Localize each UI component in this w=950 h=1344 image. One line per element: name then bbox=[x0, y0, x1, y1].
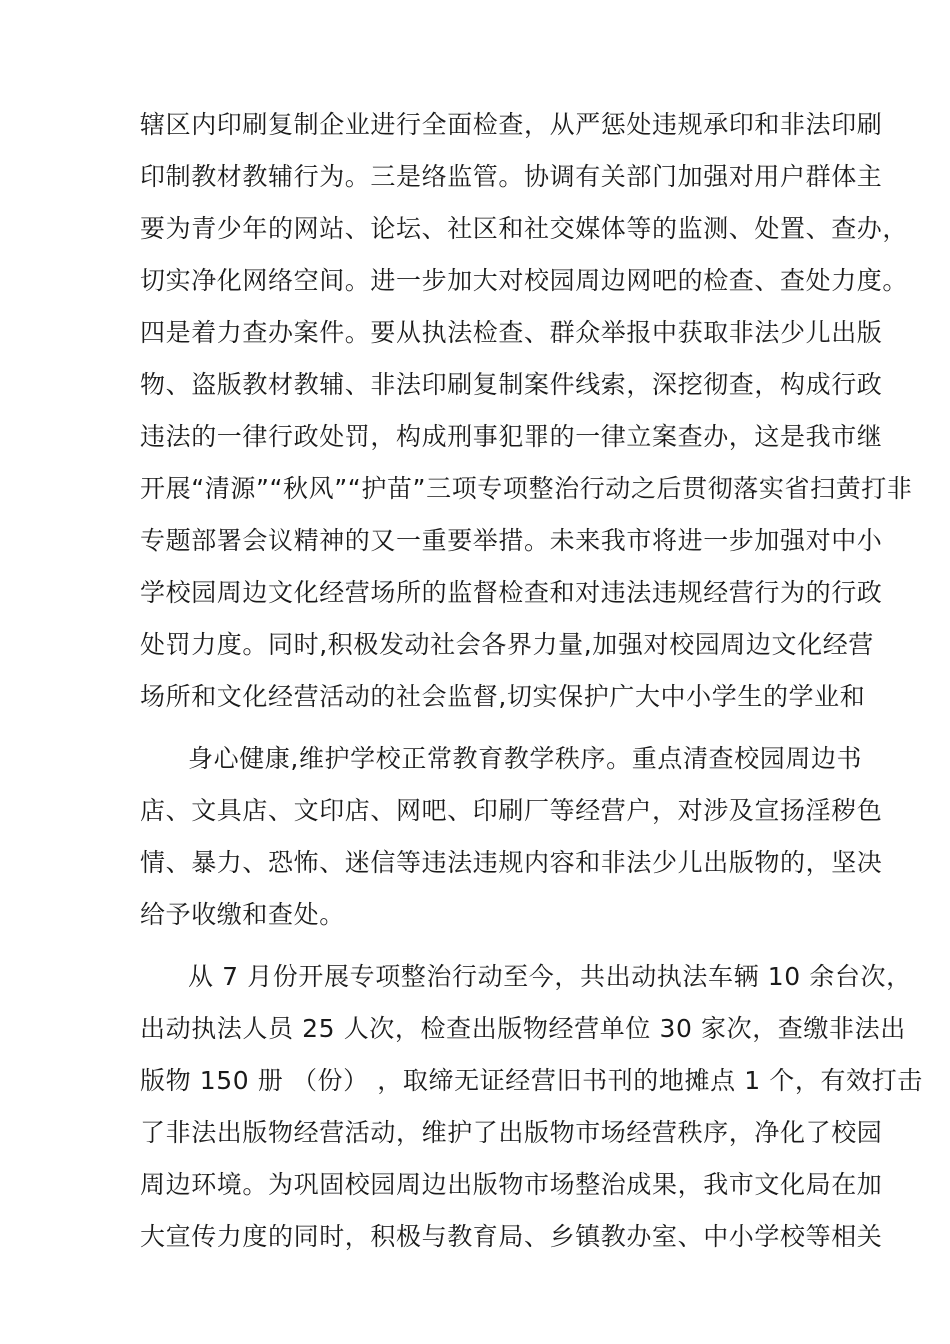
text-line: 印制教材教辅行为。三是络监管。协调有关部门加强对用户群体主 bbox=[140, 162, 883, 191]
text-line: 大宣传力度的同时，积极与教育局、乡镇教办室、中小学校等相关 bbox=[140, 1222, 883, 1251]
text-line: 了非法出版物经营活动，维护了出版物市场经营秩序，净化了校园 bbox=[140, 1118, 883, 1147]
text-line: 周边环境。为巩固校园周边出版物市场整治成果，我市文化局在加 bbox=[140, 1170, 883, 1199]
text-line: 从 7 月份开展专项整治行动至今，共出动执法车辆 10 余台次， bbox=[188, 962, 912, 991]
text-line: 学校园周边文化经营场所的监督检查和对违法违规经营行为的行政 bbox=[140, 578, 883, 607]
text-line: 开展“清源”“秋风”“护苗”三项专项整治行动之后贯彻落实省扫黄打非 bbox=[140, 474, 913, 503]
text-line: 专题部署会议精神的又一重要举措。未来我市将进一步加强对中小 bbox=[140, 526, 883, 555]
text-line: 给予收缴和查处。 bbox=[140, 900, 345, 929]
text-line: 四是着力查办案件。要从执法检查、群众举报中获取非法少儿出版 bbox=[140, 318, 883, 347]
text-line: 情、暴力、恐怖、迷信等违法违规内容和非法少儿出版物的，坚决 bbox=[140, 848, 883, 877]
text-line: 物、盗版教材教辅、非法印刷复制案件线索，深挖彻查，构成行政 bbox=[140, 370, 883, 399]
text-line: 辖区内印刷复制企业进行全面检查，从严惩处违规承印和非法印刷 bbox=[140, 110, 883, 139]
text-line: 出动执法人员 25 人次，检查出版物经营单位 30 家次，查缴非法出 bbox=[140, 1014, 906, 1043]
text-line: 切实净化网络空间。进一步加大对校园周边网吧的检查、查处力度。 bbox=[140, 266, 909, 295]
text-line: 场所和文化经营活动的社会监督,切实保护广大中小学生的学业和 bbox=[140, 682, 866, 711]
text-line: 店、文具店、文印店、网吧、印刷厂等经营户，对涉及宣扬淫秽色 bbox=[140, 796, 883, 825]
text-line: 版物 150 册 （份） ，取缔无证经营旧书刊的地摊点 1 个，有效打击 bbox=[140, 1066, 923, 1095]
text-line: 要为青少年的网站、论坛、社区和社交媒体等的监测、处置、查办， bbox=[140, 214, 909, 243]
text-line: 违法的一律行政处罚，构成刑事犯罪的一律立案查办，这是我市继 bbox=[140, 422, 883, 451]
text-line: 处罚力度。同时,积极发动社会各界力量,加强对校园周边文化经营 bbox=[140, 630, 874, 659]
text-line: 身心健康,维护学校正常教育教学秩序。重点清查校园周边书 bbox=[188, 744, 863, 773]
